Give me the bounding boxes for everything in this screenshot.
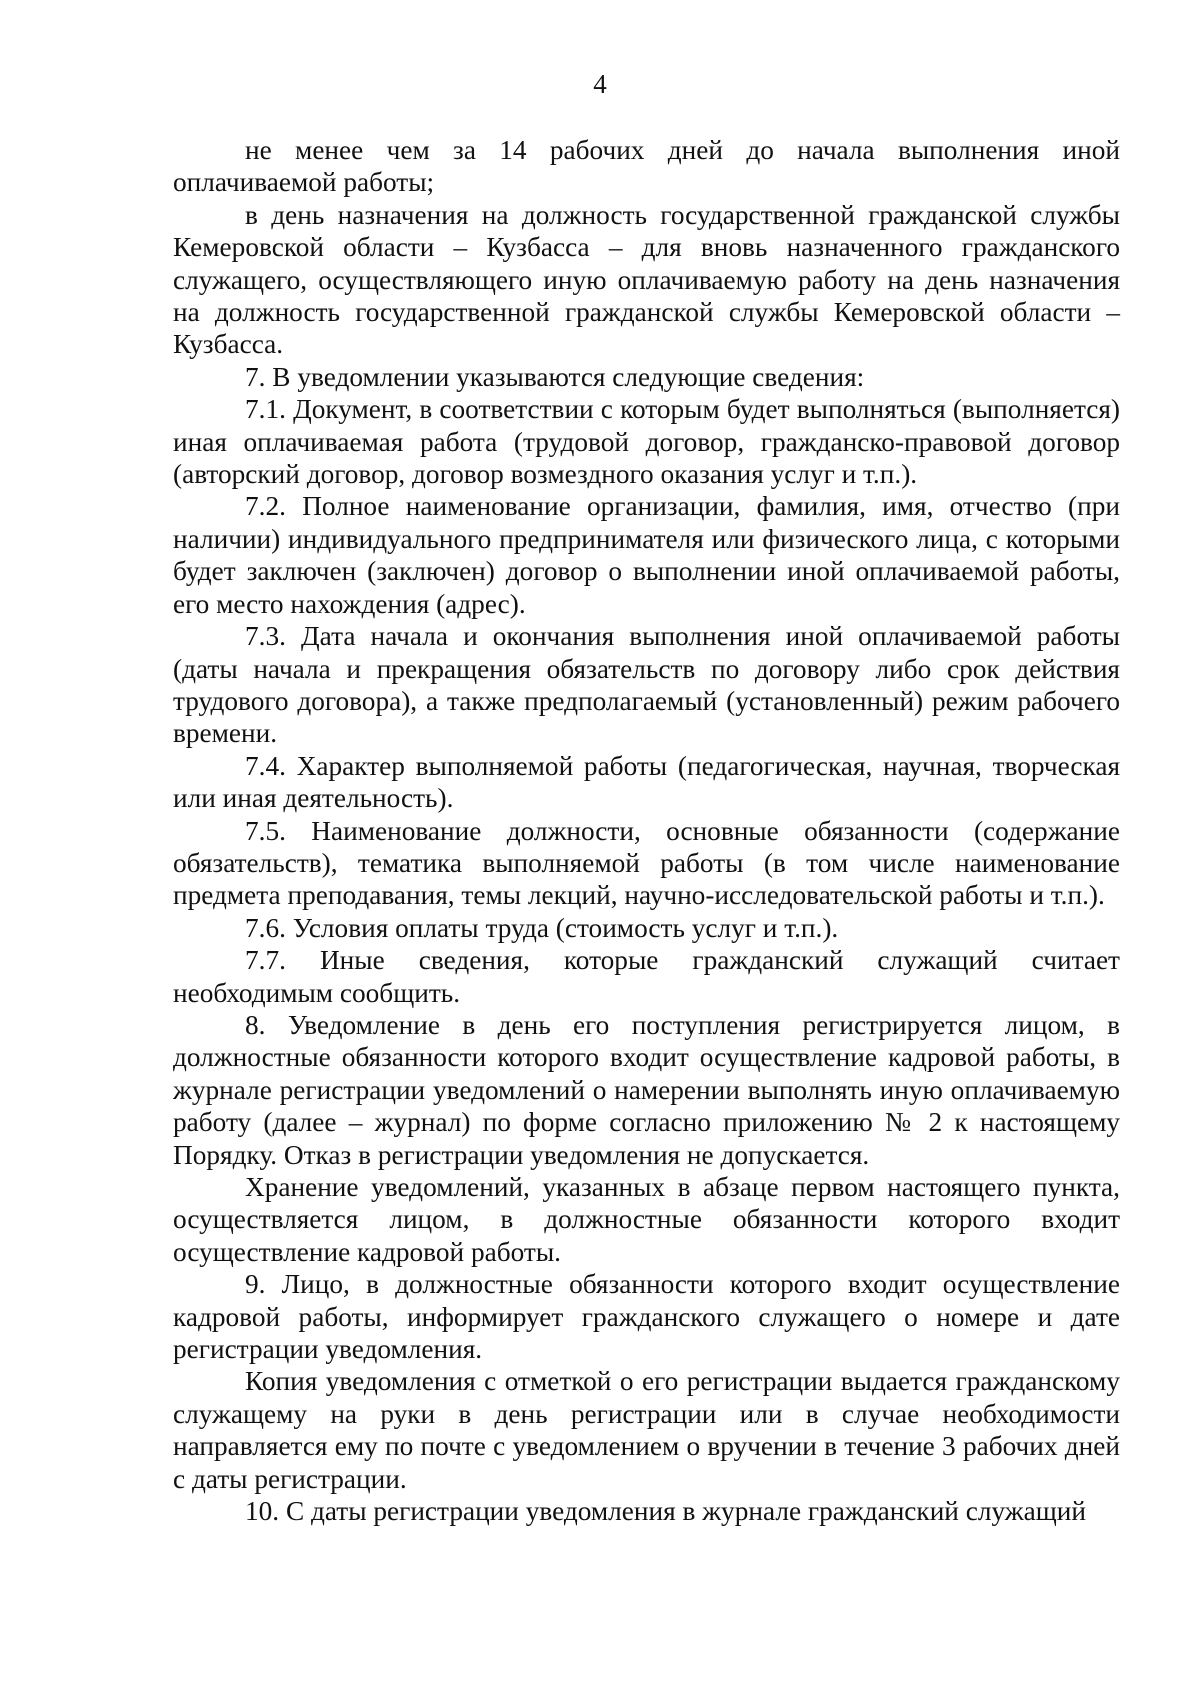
paragraph-7-6: 7.6. Условия оплаты труда (стоимость услуг и т.п.). xyxy=(245,912,839,943)
page-number: 4 xyxy=(593,69,607,99)
paragraph-8: 8. Уведомление в день его поступления регистрируется лицом, в должностные обязанности которого входит осуществление кадровой работы, в журнале регистрации уведомлений о намерении выполнять иную оплачиваемую работу (далее – журнал) по форме согласно приложению № 2 к настоящему Порядку. Отказ в регистрации уведомления не допускается. xyxy=(173,1009,1120,1170)
paragraph-7-2: 7.2. Полное наименование организации, фамилия, имя, отчество (при наличии) индивидуального предпринимателя или физического лица, с которыми будет заключен (заключен) договор о выполнении иной оплачиваемой работы, его место нахождения (адрес). xyxy=(173,491,1120,619)
paragraph-7-5: 7.5. Наименование должности, основные обязанности (содержание обязательств), тематика выполняемой работы (в том числе наименование предмета преподавания, темы лекций, научно-исследовательской работы и т.п.). xyxy=(173,815,1120,911)
paragraph-10: 10. С даты регистрации уведомления в журнале гражданский служащий xyxy=(245,1496,1086,1527)
paragraph-7-1: 7.1. Документ, в соответствии с которым будет выполняться (выполняется) иная оплачиваемая работа (трудовой договор, гражданско-правовой договор (авторский договор, договор возмездного оказания услуг и т.п.). xyxy=(173,394,1120,490)
paragraph-7-3: 7.3. Дата начала и окончания выполнения иной оплачиваемой работы (даты начала и прекращения обязательств по договору либо срок действия трудового договора), а также предполагаемый (установленный) режим рабочего времени. xyxy=(173,621,1120,749)
paragraph-9-copy: Копия уведомления с отметкой о его регистрации выдается гражданскому служащему на руки в день регистрации или в случае необходимости направляется ему по почте с уведомлением о вручении в течение 3 рабочих дней с даты регистрации. xyxy=(173,1366,1120,1494)
paragraph-9: 9. Лицо, в должностные обязанности которого входит осуществление кадровой работы, информирует гражданского служащего о номере и дате регистрации уведомления. xyxy=(173,1269,1120,1365)
paragraph-8-storage: Хранение уведомлений, указанных в абзаце первом настоящего пункта, осуществляется лицом, в должностные обязанности которого входит осуществление кадровой работы. xyxy=(173,1172,1120,1267)
paragraph-7-intro: 7. В уведомлении указываются следующие сведения: xyxy=(245,361,865,392)
document-body xyxy=(173,134,1120,1527)
paragraph-appointment-day: в день назначения на должность государственной гражданской службы Кемеровской области – Кузбасса – для вновь назначенного гражданского служащего, осуществляющего иную оплачиваемую работу на день назначения на должность государственной гражданской службы Кемеровской области – Кузбасса. xyxy=(173,199,1120,360)
paragraph-notice-deadline: не менее чем за 14 рабочих дней до начала выполнения иной оплачиваемой работы; xyxy=(173,135,1120,198)
paragraph-7-7: 7.7. Иные сведения, которые гражданский служащий считает необходимым сообщить. xyxy=(173,945,1120,1008)
paragraph-7-4: 7.4. Характер выполняемой работы (педагогическая, научная, творческая или иная деятельность). xyxy=(173,750,1120,814)
